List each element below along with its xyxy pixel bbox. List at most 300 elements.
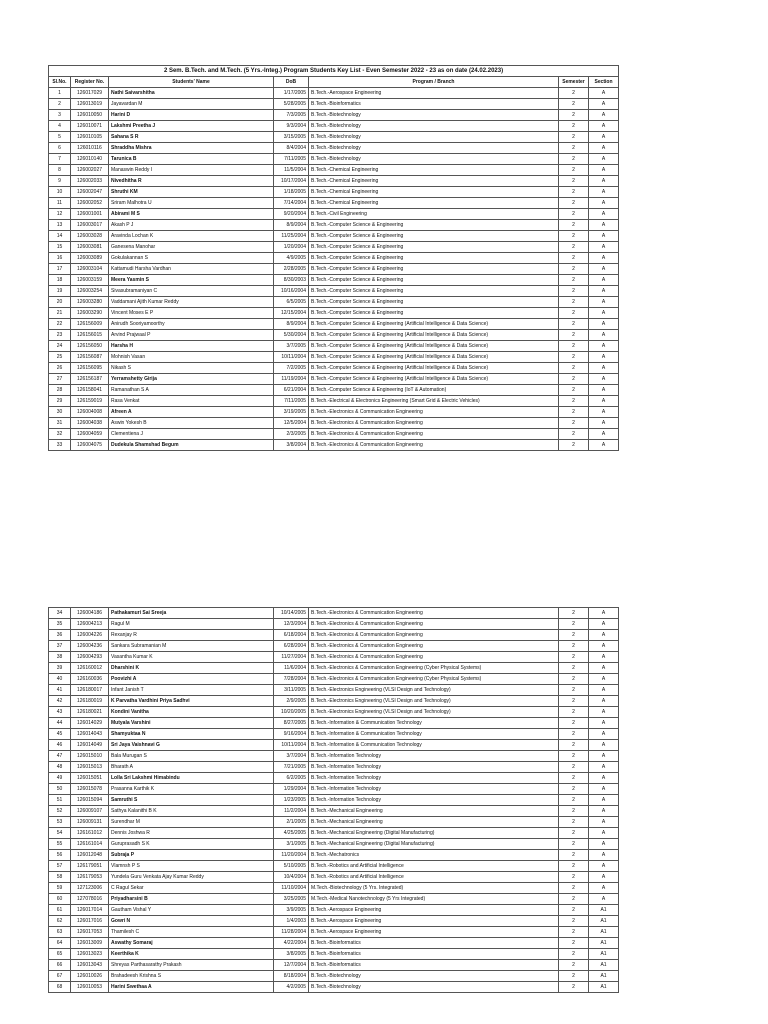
cell-sl-no: 28	[49, 385, 71, 396]
cell-register-no: 126003028	[71, 231, 109, 242]
table-row	[49, 319, 619, 330]
cell-program-branch: B.Tech.-Electronics & Communication Engineering (Cyber Physical Systems)	[309, 663, 559, 674]
cell-semester: 2	[559, 641, 589, 652]
cell-student-name: Gautham Vishal Y	[109, 905, 274, 916]
cell-semester: 2	[559, 396, 589, 407]
cell-sl-no: 37	[49, 641, 71, 652]
cell-program-branch: B.Tech.-Robotics and Artificial Intelligence	[309, 861, 559, 872]
cell-dob: 8/9/2004	[274, 220, 309, 231]
cell-student-name: Kattamudi Harsha Vardhan	[109, 264, 274, 275]
cell-register-no: 126010116	[71, 143, 109, 154]
cell-program-branch: B.Tech.-Biotechnology	[309, 110, 559, 121]
cell-student-name: Priyadharsini B	[109, 894, 274, 905]
cell-semester: 2	[559, 630, 589, 641]
cell-dob: 3/8/2005	[274, 949, 309, 960]
cell-section: A	[589, 319, 619, 330]
cell-section: A	[589, 363, 619, 374]
cell-program-branch: B.Tech.-Computer Science & Engineering (Artificial Intelligence & Data Science)	[309, 330, 559, 341]
cell-sl-no: 35	[49, 619, 71, 630]
cell-program-branch: M.Tech.-Medical Nanotechnology (5 Yrs Integrated)	[309, 894, 559, 905]
cell-sl-no: 27	[49, 374, 71, 385]
cell-dob: 2/1/2005	[274, 817, 309, 828]
cell-student-name: Subraja P	[109, 850, 274, 861]
table-row	[49, 872, 619, 883]
cell-dob: 2/3/2005	[274, 429, 309, 440]
table-row	[49, 121, 619, 132]
cell-dob: 8/30/2003	[274, 275, 309, 286]
table-row	[49, 407, 619, 418]
cell-dob: 3/15/2005	[274, 132, 309, 143]
cell-program-branch: B.Tech.-Computer Science & Engineering	[309, 275, 559, 286]
cell-dob: 5/10/2005	[274, 861, 309, 872]
cell-section: A	[589, 685, 619, 696]
cell-dob: 1/29/2004	[274, 784, 309, 795]
cell-semester: 2	[559, 850, 589, 861]
cell-dob: 5/30/2004	[274, 330, 309, 341]
cell-program-branch: B.Tech.-Computer Science & Engineering (Artificial Intelligence & Data Science)	[309, 363, 559, 374]
cell-program-branch: B.Tech.-Aerospace Engineering	[309, 905, 559, 916]
cell-student-name: Ganesena Manohar	[109, 242, 274, 253]
cell-register-no: 126156087	[71, 352, 109, 363]
cell-register-no: 126004293	[71, 652, 109, 663]
table-row	[49, 619, 619, 630]
cell-semester: 2	[559, 319, 589, 330]
students-table-part-1	[48, 65, 619, 451]
cell-section: A	[589, 308, 619, 319]
cell-student-name: Guruprasadh S K	[109, 839, 274, 850]
cell-program-branch: B.Tech.-Electronics & Communication Engineering	[309, 630, 559, 641]
cell-register-no: 126001001	[71, 209, 109, 220]
cell-section: A	[589, 286, 619, 297]
cell-student-name: Thamilesh C	[109, 927, 274, 938]
cell-semester: 2	[559, 429, 589, 440]
table-row	[49, 297, 619, 308]
cell-dob: 12/3/2004	[274, 619, 309, 630]
table-row	[49, 795, 619, 806]
cell-semester: 2	[559, 132, 589, 143]
cell-semester: 2	[559, 663, 589, 674]
cell-semester: 2	[559, 784, 589, 795]
table-row	[49, 242, 619, 253]
cell-sl-no: 15	[49, 242, 71, 253]
cell-semester: 2	[559, 707, 589, 718]
cell-sl-no: 4	[49, 121, 71, 132]
cell-register-no: 126003104	[71, 264, 109, 275]
cell-student-name: Shraddha Mishra	[109, 143, 274, 154]
cell-program-branch: B.Tech.-Electronics & Communication Engineering (Cyber Physical Systems)	[309, 674, 559, 685]
cell-student-name: Nivedhitha R	[109, 176, 274, 187]
cell-program-branch: B.Tech.-Electronics & Communication Engineering	[309, 440, 559, 451]
cell-sl-no: 16	[49, 253, 71, 264]
cell-student-name: Dennis Joshwa R	[109, 828, 274, 839]
cell-dob: 3/8/2004	[274, 440, 309, 451]
cell-student-name: Ragul M	[109, 619, 274, 630]
header-sl-no: Sl.No.	[49, 77, 71, 88]
table-row	[49, 264, 619, 275]
cell-sl-no: 46	[49, 740, 71, 751]
cell-program-branch: B.Tech.-Information & Communication Technology	[309, 740, 559, 751]
cell-sl-no: 42	[49, 696, 71, 707]
cell-section: A	[589, 253, 619, 264]
cell-sl-no: 12	[49, 209, 71, 220]
cell-dob: 6/21/2004	[274, 385, 309, 396]
cell-section: A	[589, 440, 619, 451]
cell-student-name: Bala Murugan S	[109, 751, 274, 762]
cell-student-name: Abirami M S	[109, 209, 274, 220]
cell-program-branch: B.Tech.-Electronics Engineering (VLSI Design and Technology)	[309, 696, 559, 707]
table-row	[49, 253, 619, 264]
cell-program-branch: B.Tech.-Aerospace Engineering	[309, 927, 559, 938]
cell-semester: 2	[559, 729, 589, 740]
cell-register-no: 126004236	[71, 641, 109, 652]
cell-section: A	[589, 696, 619, 707]
cell-dob: 7/21/2005	[274, 762, 309, 773]
cell-program-branch: B.Tech.-Biotechnology	[309, 971, 559, 982]
cell-dob: 3/7/2005	[274, 341, 309, 352]
cell-student-name: Gokulakannan S	[109, 253, 274, 264]
cell-section: A	[589, 396, 619, 407]
header-students-name: Students' Name	[109, 77, 274, 88]
cell-student-name: Sathya Kalanithi B K	[109, 806, 274, 817]
cell-student-name: Akash P J	[109, 220, 274, 231]
cell-dob: 6/28/2004	[274, 641, 309, 652]
cell-semester: 2	[559, 374, 589, 385]
cell-section: A	[589, 154, 619, 165]
header-row	[49, 77, 619, 88]
cell-student-name: Sri Jaya Vaishnavi G	[109, 740, 274, 751]
table-row	[49, 231, 619, 242]
table-row	[49, 718, 619, 729]
table-row	[49, 927, 619, 938]
cell-dob: 9/3/2004	[274, 121, 309, 132]
cell-program-branch: B.Tech.-Computer Science & Engineering (Artificial Intelligence & Data Science)	[309, 341, 559, 352]
table-row	[49, 773, 619, 784]
cell-register-no: 126012048	[71, 850, 109, 861]
cell-student-name: Shamyuktaa N	[109, 729, 274, 740]
cell-dob: 3/7/2004	[274, 751, 309, 762]
table-row	[49, 696, 619, 707]
cell-program-branch: B.Tech.-Electronics Engineering (VLSI Design and Technology)	[309, 685, 559, 696]
cell-dob: 4/9/2005	[274, 253, 309, 264]
cell-dob: 7/28/2004	[274, 674, 309, 685]
cell-semester: 2	[559, 872, 589, 883]
cell-section: A	[589, 132, 619, 143]
cell-section: A	[589, 773, 619, 784]
table-row	[49, 784, 619, 795]
cell-student-name: Rasa Venkat	[109, 396, 274, 407]
header-register-no: Register No.	[71, 77, 109, 88]
cell-semester: 2	[559, 861, 589, 872]
cell-semester: 2	[559, 619, 589, 630]
cell-sl-no: 20	[49, 297, 71, 308]
cell-register-no: 126010105	[71, 132, 109, 143]
cell-dob: 9/16/2004	[274, 729, 309, 740]
cell-semester: 2	[559, 99, 589, 110]
cell-sl-no: 39	[49, 663, 71, 674]
cell-section: A	[589, 630, 619, 641]
cell-register-no: 127078016	[71, 894, 109, 905]
cell-semester: 2	[559, 971, 589, 982]
cell-semester: 2	[559, 330, 589, 341]
cell-register-no: 126002027	[71, 165, 109, 176]
table-row	[49, 971, 619, 982]
cell-student-name: Sahana S R	[109, 132, 274, 143]
cell-section: A1	[589, 982, 619, 993]
cell-program-branch: B.Tech.-Mechanical Engineering (Digital Manufacturing)	[309, 839, 559, 850]
cell-student-name: Anirudh Sooriyamoorthy	[109, 319, 274, 330]
cell-program-branch: B.Tech.-Bioinformatics	[309, 960, 559, 971]
cell-register-no: 126013009	[71, 938, 109, 949]
cell-sl-no: 8	[49, 165, 71, 176]
cell-semester: 2	[559, 264, 589, 275]
cell-section: A	[589, 99, 619, 110]
cell-student-name: Mohnish Vasan	[109, 352, 274, 363]
cell-dob: 10/4/2004	[274, 872, 309, 883]
cell-dob: 7/2/2005	[274, 363, 309, 374]
cell-register-no: 126156095	[71, 363, 109, 374]
header-semester: Semester	[559, 77, 589, 88]
cell-register-no: 126009131	[71, 817, 109, 828]
cell-program-branch: B.Tech.-Electronics Engineering (VLSI Design and Technology)	[309, 707, 559, 718]
cell-student-name: Vincent Moses E P	[109, 308, 274, 319]
cell-program-branch: B.Tech.-Robotics and Artificial Intelligence	[309, 872, 559, 883]
cell-semester: 2	[559, 352, 589, 363]
cell-semester: 2	[559, 949, 589, 960]
cell-dob: 3/1/2005	[274, 839, 309, 850]
cell-dob: 1/4/2003	[274, 916, 309, 927]
table-row	[49, 861, 619, 872]
cell-program-branch: B.Tech.-Aerospace Engineering	[309, 916, 559, 927]
cell-section: A	[589, 762, 619, 773]
cell-program-branch: B.Tech.-Information Technology	[309, 795, 559, 806]
table-row	[49, 850, 619, 861]
cell-dob: 4/25/2005	[274, 828, 309, 839]
cell-dob: 12/7/2004	[274, 960, 309, 971]
cell-student-name: Afreen A	[109, 407, 274, 418]
cell-section: A	[589, 121, 619, 132]
header-dob: DoB	[274, 77, 309, 88]
cell-register-no: 126004008	[71, 407, 109, 418]
cell-semester: 2	[559, 110, 589, 121]
cell-register-no: 126013023	[71, 949, 109, 960]
cell-semester: 2	[559, 839, 589, 850]
cell-student-name: Jayavardan M	[109, 99, 274, 110]
cell-student-name: Lolla Sri Lakshmi Himabindu	[109, 773, 274, 784]
cell-student-name: Infant Janish T	[109, 685, 274, 696]
cell-sl-no: 67	[49, 971, 71, 982]
cell-dob: 10/16/2004	[274, 286, 309, 297]
cell-section: A	[589, 143, 619, 154]
cell-register-no: 126156187	[71, 374, 109, 385]
cell-semester: 2	[559, 608, 589, 619]
cell-semester: 2	[559, 806, 589, 817]
cell-sl-no: 36	[49, 630, 71, 641]
cell-register-no: 126010071	[71, 121, 109, 132]
cell-program-branch: B.Tech.-Aerospace Engineering	[309, 88, 559, 99]
table-row	[49, 762, 619, 773]
cell-student-name: Aswin Yokesh B	[109, 418, 274, 429]
cell-program-branch: B.Tech.-Bioinformatics	[309, 949, 559, 960]
cell-student-name: Shreyas Parthasarathy Prakash	[109, 960, 274, 971]
cell-program-branch: B.Tech.-Mechanical Engineering (Digital Manufacturing)	[309, 828, 559, 839]
cell-register-no: 126156009	[71, 319, 109, 330]
cell-sl-no: 65	[49, 949, 71, 960]
cell-program-branch: B.Tech.-Electronics & Communication Engineering	[309, 608, 559, 619]
cell-semester: 2	[559, 176, 589, 187]
cell-semester: 2	[559, 718, 589, 729]
cell-register-no: 126179053	[71, 872, 109, 883]
cell-dob: 11/5/2004	[274, 165, 309, 176]
cell-program-branch: B.Tech.-Electronics & Communication Engineering	[309, 641, 559, 652]
cell-sl-no: 45	[49, 729, 71, 740]
table-row	[49, 751, 619, 762]
cell-register-no: 126014029	[71, 718, 109, 729]
table-body-2	[49, 608, 619, 993]
cell-register-no: 126013019	[71, 99, 109, 110]
cell-semester: 2	[559, 938, 589, 949]
cell-section: A	[589, 641, 619, 652]
cell-dob: 8/4/2004	[274, 143, 309, 154]
cell-register-no: 126014049	[71, 740, 109, 751]
cell-semester: 2	[559, 286, 589, 297]
students-table-part-2	[48, 607, 619, 993]
cell-register-no: 126002047	[71, 187, 109, 198]
cell-dob: 3/19/2005	[274, 407, 309, 418]
table-row	[49, 374, 619, 385]
table-row	[49, 608, 619, 619]
cell-program-branch: B.Tech.-Electrical & Electronics Engineering (Smart Grid & Electric Vehicles)	[309, 396, 559, 407]
cell-section: A1	[589, 938, 619, 949]
cell-semester: 2	[559, 253, 589, 264]
cell-section: A	[589, 407, 619, 418]
cell-register-no: 126015094	[71, 795, 109, 806]
cell-section: A	[589, 374, 619, 385]
cell-program-branch: B.Tech.-Computer Science & Engineering	[309, 253, 559, 264]
cell-semester: 2	[559, 960, 589, 971]
cell-register-no: 126180017	[71, 685, 109, 696]
cell-student-name: Dharshini K	[109, 663, 274, 674]
cell-semester: 2	[559, 685, 589, 696]
cell-student-name: K Parvatha Vardhini Priya Sadhvi	[109, 696, 274, 707]
cell-program-branch: B.Tech.-Biotechnology	[309, 143, 559, 154]
cell-sl-no: 24	[49, 341, 71, 352]
cell-register-no: 126015010	[71, 751, 109, 762]
cell-student-name: Nathi Saivarshitha	[109, 88, 274, 99]
cell-register-no: 126161014	[71, 839, 109, 850]
table-row	[49, 938, 619, 949]
cell-program-branch: B.Tech.-Electronics & Communication Engineering	[309, 652, 559, 663]
cell-section: A	[589, 740, 619, 751]
cell-sl-no: 32	[49, 429, 71, 440]
cell-student-name: Sankara Subramanian M	[109, 641, 274, 652]
cell-dob: 7/14/2004	[274, 198, 309, 209]
table-row	[49, 286, 619, 297]
cell-program-branch: M.Tech.-Biotechnology (5 Yrs. Integrated)	[309, 883, 559, 894]
cell-section: A	[589, 231, 619, 242]
cell-section: A	[589, 187, 619, 198]
cell-sl-no: 49	[49, 773, 71, 784]
table-row	[49, 341, 619, 352]
table-row	[49, 308, 619, 319]
table-row	[49, 176, 619, 187]
cell-semester: 2	[559, 165, 589, 176]
cell-program-branch: B.Tech.-Information & Communication Technology	[309, 718, 559, 729]
cell-section: A1	[589, 927, 619, 938]
table-row	[49, 330, 619, 341]
cell-program-branch: B.Tech.-Electronics & Communication Engineering	[309, 619, 559, 630]
cell-register-no: 126004038	[71, 418, 109, 429]
cell-sl-no: 64	[49, 938, 71, 949]
cell-section: A	[589, 110, 619, 121]
cell-sl-no: 60	[49, 894, 71, 905]
cell-register-no: 126010050	[71, 110, 109, 121]
cell-semester: 2	[559, 242, 589, 253]
cell-semester: 2	[559, 198, 589, 209]
cell-semester: 2	[559, 817, 589, 828]
cell-dob: 7/3/2005	[274, 110, 309, 121]
cell-student-name: Harini Swethaa A	[109, 982, 274, 993]
table-row	[49, 132, 619, 143]
cell-student-name: Tarunica B	[109, 154, 274, 165]
cell-sl-no: 54	[49, 828, 71, 839]
cell-sl-no: 38	[49, 652, 71, 663]
cell-register-no: 126017053	[71, 927, 109, 938]
cell-sl-no: 10	[49, 187, 71, 198]
cell-program-branch: B.Tech.-Biotechnology	[309, 121, 559, 132]
document-title: 2 Sem. B.Tech. and M.Tech. (5 Yrs.-Integ.) Program Students Key List - Even Semester 2022 - 23 as on date (24.02.2023)	[49, 66, 619, 77]
cell-section: A	[589, 165, 619, 176]
cell-student-name: Pathakamuri Sai Sreeja	[109, 608, 274, 619]
table-row	[49, 220, 619, 231]
cell-program-branch: B.Tech.-Mechanical Engineering	[309, 806, 559, 817]
cell-dob: 11/2/2004	[274, 806, 309, 817]
cell-sl-no: 26	[49, 363, 71, 374]
cell-sl-no: 55	[49, 839, 71, 850]
cell-register-no: 126015013	[71, 762, 109, 773]
cell-dob: 6/18/2004	[274, 630, 309, 641]
cell-semester: 2	[559, 308, 589, 319]
cell-student-name: Harini D	[109, 110, 274, 121]
cell-sl-no: 44	[49, 718, 71, 729]
cell-dob: 11/6/2004	[274, 663, 309, 674]
cell-section: A	[589, 652, 619, 663]
cell-register-no: 126156015	[71, 330, 109, 341]
cell-register-no: 126017016	[71, 916, 109, 927]
table-row	[49, 707, 619, 718]
cell-dob: 4/2/2005	[274, 982, 309, 993]
cell-sl-no: 58	[49, 872, 71, 883]
cell-register-no: 126160036	[71, 674, 109, 685]
cell-register-no: 126009107	[71, 806, 109, 817]
cell-program-branch: B.Tech.-Computer Science & Engineering	[309, 231, 559, 242]
table-row	[49, 839, 619, 850]
cell-register-no: 126010053	[71, 982, 109, 993]
cell-section: A	[589, 297, 619, 308]
cell-semester: 2	[559, 773, 589, 784]
cell-student-name: Rexanjay R	[109, 630, 274, 641]
cell-register-no: 126004213	[71, 619, 109, 630]
cell-program-branch: B.Tech.-Biotechnology	[309, 982, 559, 993]
cell-student-name: Vaddamani Ajith Kumar Reddy	[109, 297, 274, 308]
cell-student-name: Brahadeesh Krishna S	[109, 971, 274, 982]
cell-sl-no: 50	[49, 784, 71, 795]
cell-student-name: Nikash S	[109, 363, 274, 374]
table-row	[49, 418, 619, 429]
cell-sl-no: 19	[49, 286, 71, 297]
cell-dob: 8/9/2004	[274, 319, 309, 330]
cell-sl-no: 40	[49, 674, 71, 685]
cell-section: A	[589, 619, 619, 630]
